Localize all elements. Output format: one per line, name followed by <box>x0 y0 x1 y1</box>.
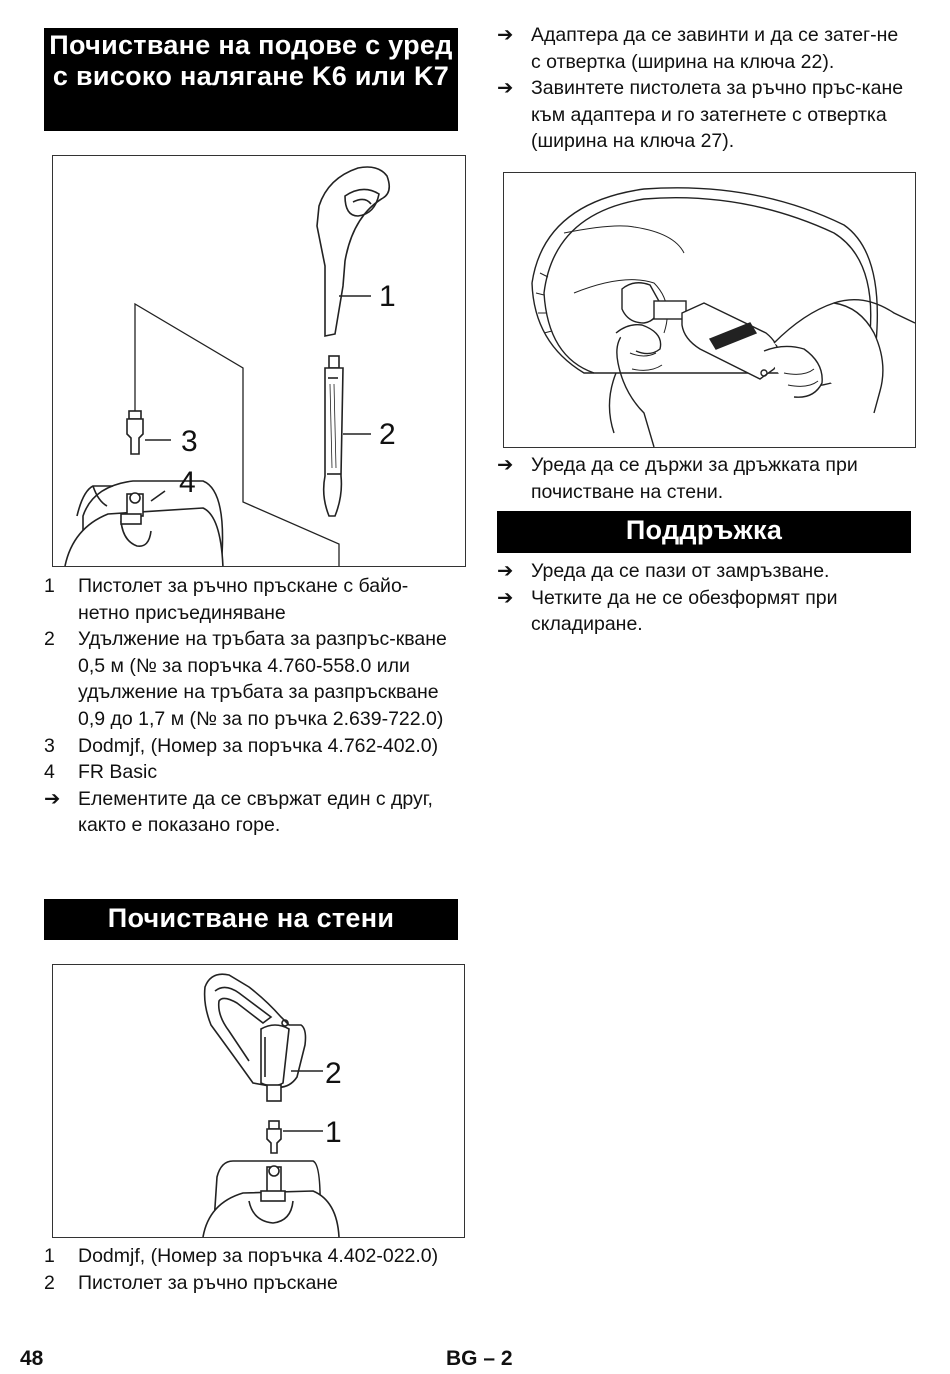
figure-floor-callout-3: 3 <box>181 425 198 458</box>
list-marker: 1 <box>44 1245 55 1267</box>
heading-floor-cleaning <box>44 28 458 131</box>
list-item <box>44 573 456 626</box>
arrow-icon: ➔ <box>497 454 514 476</box>
list-marker: 2 <box>44 628 55 651</box>
list-text: Уреда да се държи за дръжката при почистване на стени. <box>531 454 858 503</box>
list-text: Dodmjf, (Номер за поръчка 4.402-022.0) <box>78 1245 439 1267</box>
figure-wall-assembly-drawing <box>53 965 464 1237</box>
heading-maintenance-text: Поддръжка <box>625 515 783 545</box>
figure-floor-assembly-drawing <box>53 156 465 566</box>
arrow-icon: ➔ <box>497 560 514 582</box>
heading-floor-cleaning-text: Почистване на подове с уред с високо налягане K6 или K7 <box>49 30 453 91</box>
heading-maintenance <box>497 511 911 553</box>
list-text: Адаптера да се завинти и да се затег-не с отвертка (ширина на ключа 22). <box>531 24 899 73</box>
steps-list-attach <box>497 22 911 155</box>
list-item <box>44 1270 456 1297</box>
list-item <box>44 759 456 786</box>
list-item <box>497 585 911 638</box>
section-label: BG – 2 <box>446 1347 513 1370</box>
steps-list-maintenance <box>497 558 911 638</box>
figure-floor-callout-4: 4 <box>179 466 196 499</box>
list-item <box>497 558 911 585</box>
parts-list-wall <box>44 1243 456 1296</box>
arrow-icon: ➔ <box>497 77 514 100</box>
steps-list-hold <box>497 452 911 505</box>
list-marker: 2 <box>44 1271 55 1294</box>
list-text: Удължение на тръбата за разпръс-кване 0,5 м (№ за поръчка 4.760-558.0 или удължение на тръбата за разпръскване 0,9 до 1,7 м (№ за по ръчка 2.639-722.0) <box>78 628 447 730</box>
list-text: Пистолет за ръчно пръскане с байо-нетно присъединяване <box>78 575 409 624</box>
figure-wall-callout-1: 1 <box>325 1116 342 1149</box>
page-number: 48 <box>20 1347 44 1370</box>
figure-wall-assembly <box>52 964 465 1238</box>
figure-floor-callout-1: 1 <box>379 280 396 313</box>
list-text: FR Basic <box>78 761 158 784</box>
figure-floor-callout-2: 2 <box>379 418 396 451</box>
figure-floor-assembly <box>52 155 466 567</box>
parts-list-floor <box>44 573 456 839</box>
list-text: Четките да не се обезформят при складиране. <box>531 586 838 636</box>
arrow-icon: ➔ <box>44 787 61 810</box>
list-item <box>44 1243 456 1270</box>
list-marker: 4 <box>44 761 55 784</box>
heading-wall-cleaning-text: Почистване на стени <box>107 903 395 933</box>
arrow-icon: ➔ <box>497 586 514 609</box>
list-text: Завинтете пистолета за ръчно пръс-кане към адаптера и го затегнете с отвертка (ширина на ключа 27). <box>531 77 904 153</box>
figure-wall-callout-2: 2 <box>325 1057 342 1090</box>
list-item <box>497 22 911 75</box>
list-item <box>497 452 911 505</box>
list-text: Елементите да се свържат един с друг, както е показано горе. <box>78 787 433 837</box>
list-item <box>44 733 456 760</box>
list-item <box>44 786 456 839</box>
list-marker: 1 <box>44 575 55 597</box>
heading-wall-cleaning <box>44 899 458 940</box>
list-text: Пистолет за ръчно пръскане <box>78 1271 338 1294</box>
list-marker: 3 <box>44 734 55 757</box>
arrow-icon: ➔ <box>497 24 514 46</box>
figure-wall-usage-drawing <box>504 173 915 447</box>
figure-wall-usage <box>503 172 916 448</box>
list-text: Уреда да се пази от замръзване. <box>531 560 830 582</box>
list-text: Dodmjf, (Номер за поръчка 4.762-402.0) <box>78 734 439 757</box>
list-item <box>497 75 911 155</box>
list-item <box>44 626 456 732</box>
